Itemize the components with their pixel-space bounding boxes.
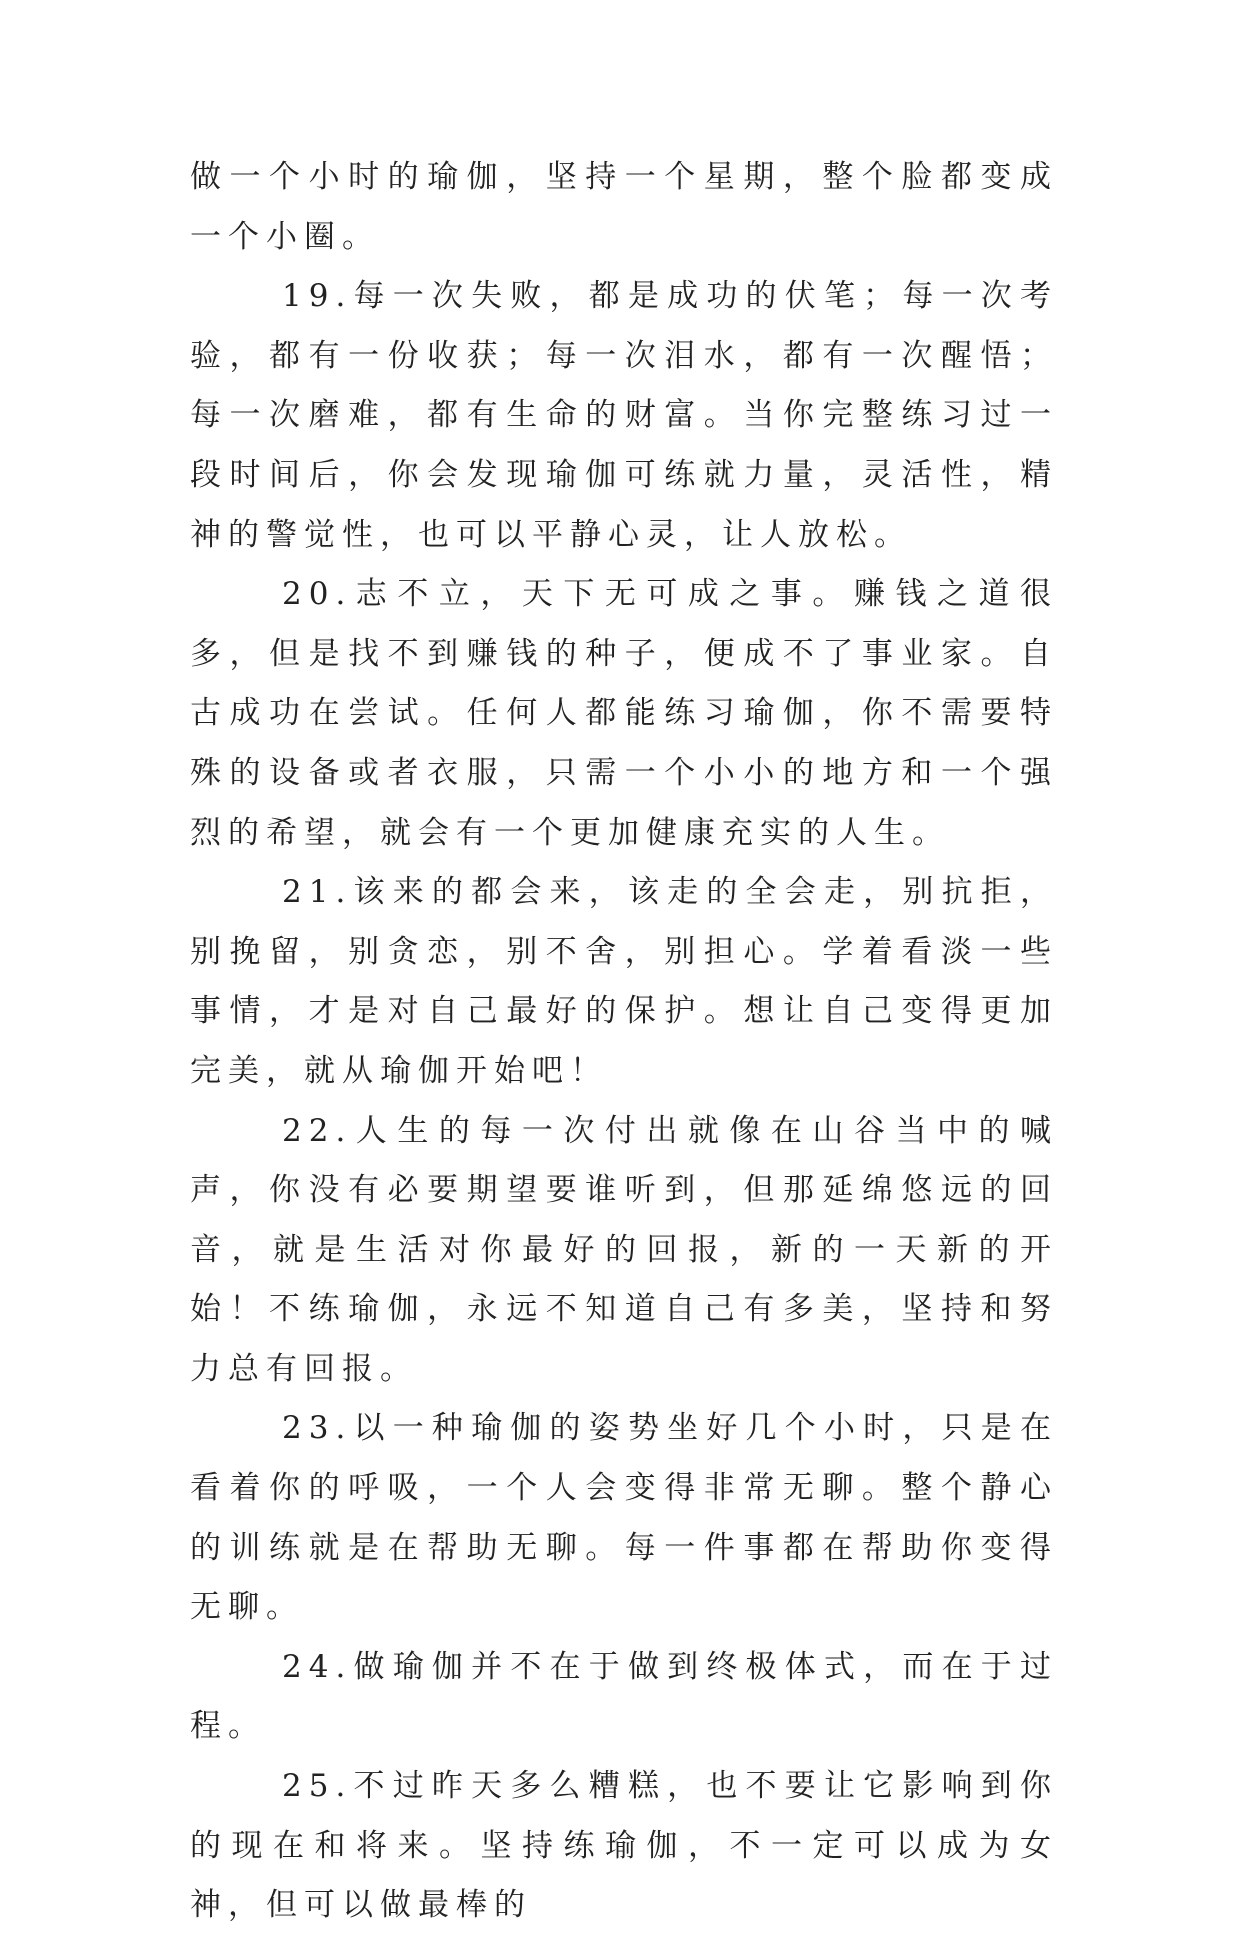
paragraph-22: 22.人生的每一次付出就像在山谷当中的喊声，你没有必要期望要谁听到，但那延绵悠远的回音，就是生活对你最好的回报，新的一天新的开始！不练瑜伽，永远不知道自己有多美，坚持和努力总有回报。 <box>190 1112 1058 1387</box>
paragraph-24: 24.做瑜伽并不在于做到终极体式，而在于过程。 <box>190 1648 1058 1745</box>
paragraph-21: 21.该来的都会来，该走的全会走，别抗拒，别挽留，别贪恋，别不舍，别担心。学着看淡一些事情，才是对自己最好的保护。想让自己变得更加完美，就从瑜伽开始吧！ <box>190 874 1058 1089</box>
document-body <box>190 148 1058 1936</box>
paragraph-20: 20.志不立，天下无可成之事。赚钱之道很多，但是找不到赚钱的种子，便成不了事业家。自古成功在尝试。任何人都能练习瑜伽，你不需要特殊的设备或者衣服，只需一个小小的地方和一个强烈的希望，就会有一个更加健康充实的人生。 <box>190 576 1058 851</box>
paragraph-25: 25.不过昨天多么糟糕，也不要让它影响到你的现在和将来。坚持练瑜伽，不一定可以成为女神，但可以做最棒的 <box>190 1768 1058 1924</box>
paragraph-19: 19.每一次失败，都是成功的伏笔；每一次考验，都有一份收获；每一次泪水，都有一次醒悟；每一次磨难，都有生命的财富。当你完整练习过一段时间后，你会发现瑜伽可练就力量，灵活性，精神的警觉性，也可以平静心灵，让人放松。 <box>190 278 1058 553</box>
paragraph-continuation: 做一个小时的瑜伽，坚持一个星期，整个脸都变成一个小圈。 <box>190 159 1058 255</box>
paragraph-23: 23.以一种瑜伽的姿势坐好几个小时，只是在看着你的呼吸，一个人会变得非常无聊。整个静心的训练就是在帮助无聊。每一件事都在帮助你变得无聊。 <box>190 1410 1058 1626</box>
